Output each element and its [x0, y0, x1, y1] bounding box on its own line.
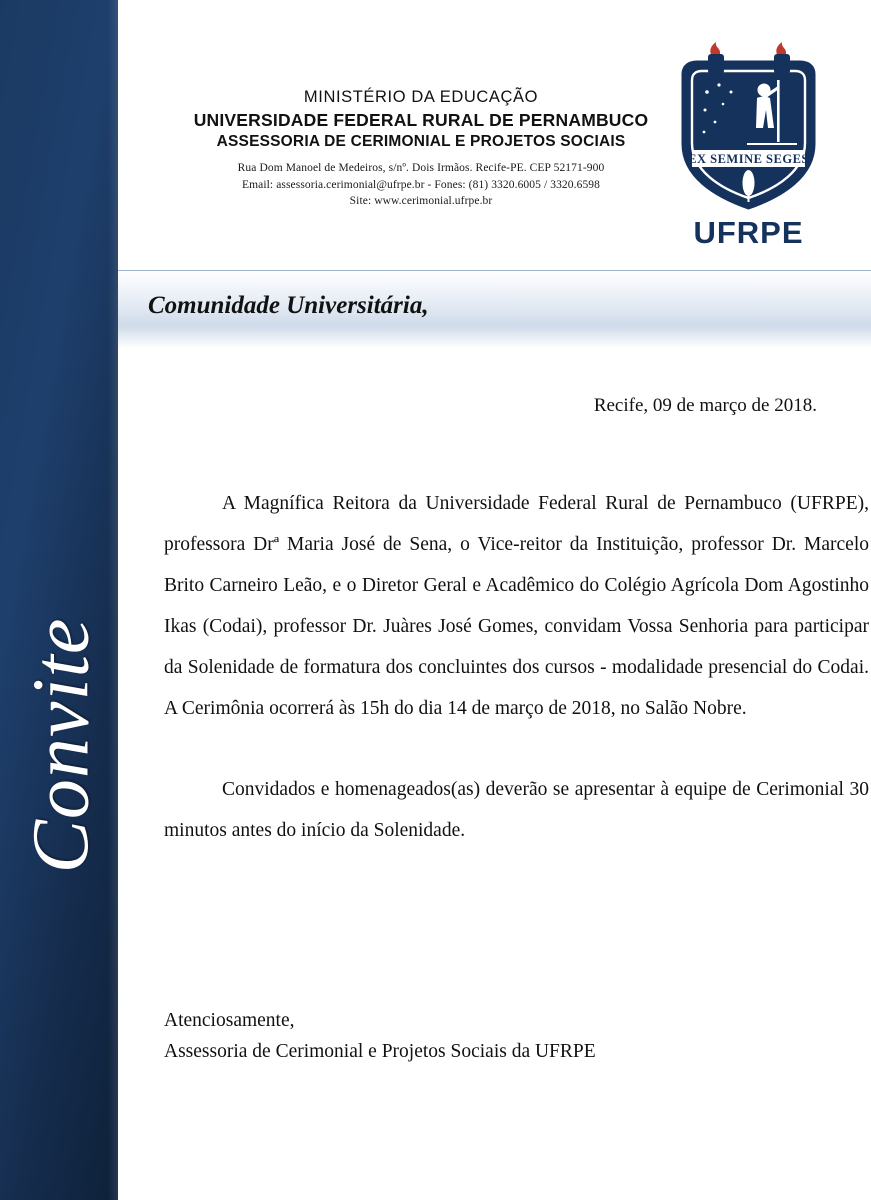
closing-block	[164, 1005, 869, 1067]
ministry-name: MINISTÉRIO DA EDUCAÇÃO	[303, 88, 539, 106]
letterhead-text	[171, 88, 671, 210]
site-line: Site: www.cerimonial.ufrpe.br	[349, 195, 493, 208]
paragraph-2: Convidados e homenageados(as) deverão se apresentar à equipe de Cerimonial 30 minutos antes do início da Solenidade.	[164, 779, 869, 841]
ufrpe-crest	[671, 40, 826, 250]
salutation-band	[118, 270, 871, 348]
crest-acronym: UFRPE	[693, 215, 804, 250]
crest-motto: EX SEMINE SEGES	[688, 152, 809, 166]
left-decorative-band	[0, 0, 118, 1200]
invitation-title-vertical: Convite	[17, 617, 106, 874]
department-name: ASSESSORIA DE CERIMONIAL E PROJETOS SOCIAIS	[216, 133, 626, 150]
closing-signature: Assessoria de Cerimonial e Projetos Sociais da UFRPE	[164, 1041, 596, 1062]
salutation-text: Comunidade Universitária,	[148, 292, 429, 319]
letter-body	[164, 483, 869, 851]
contact-block	[171, 160, 671, 210]
letterhead	[118, 30, 871, 250]
date-line: Recife, 09 de março de 2018.	[593, 395, 817, 416]
document-page	[118, 0, 871, 1200]
closing-regards: Atenciosamente,	[164, 1010, 295, 1031]
address-line: Rua Dom Manoel de Medeiros, s/nº. Dois Irmãos. Recife-PE. CEP 52171-900	[237, 162, 605, 174]
crest-shield-icon	[671, 40, 826, 215]
university-name: UNIVERSIDADE FEDERAL RURAL DE PERNAMBUCO	[193, 110, 649, 130]
paragraph-1: A Magnífica Reitora da Universidade Federal Rural de Pernambuco (UFRPE), professora Drª Maria José de Sena, o Vice-reitor da Instituição, professor Dr. Marcelo Brito Carneiro Leão, e o Diretor Geral e Acadêmico do Colégio Agrícola Dom Agostinho Ikas (Codai), professor Dr. Juàres José Gomes, convidam Vossa Senhoria para participar da Solenidade de formatura dos concluintes dos cursos - modalidade presencial do Codai. A Cerimônia ocorrerá às 15h do dia 14 de março de 2018, no Salão Nobre.	[164, 493, 869, 719]
email-phone-line: Email: assessoria.cerimonial@ufrpe.br - Fones: (81) 3320.6005 / 3320.6598	[241, 178, 601, 191]
